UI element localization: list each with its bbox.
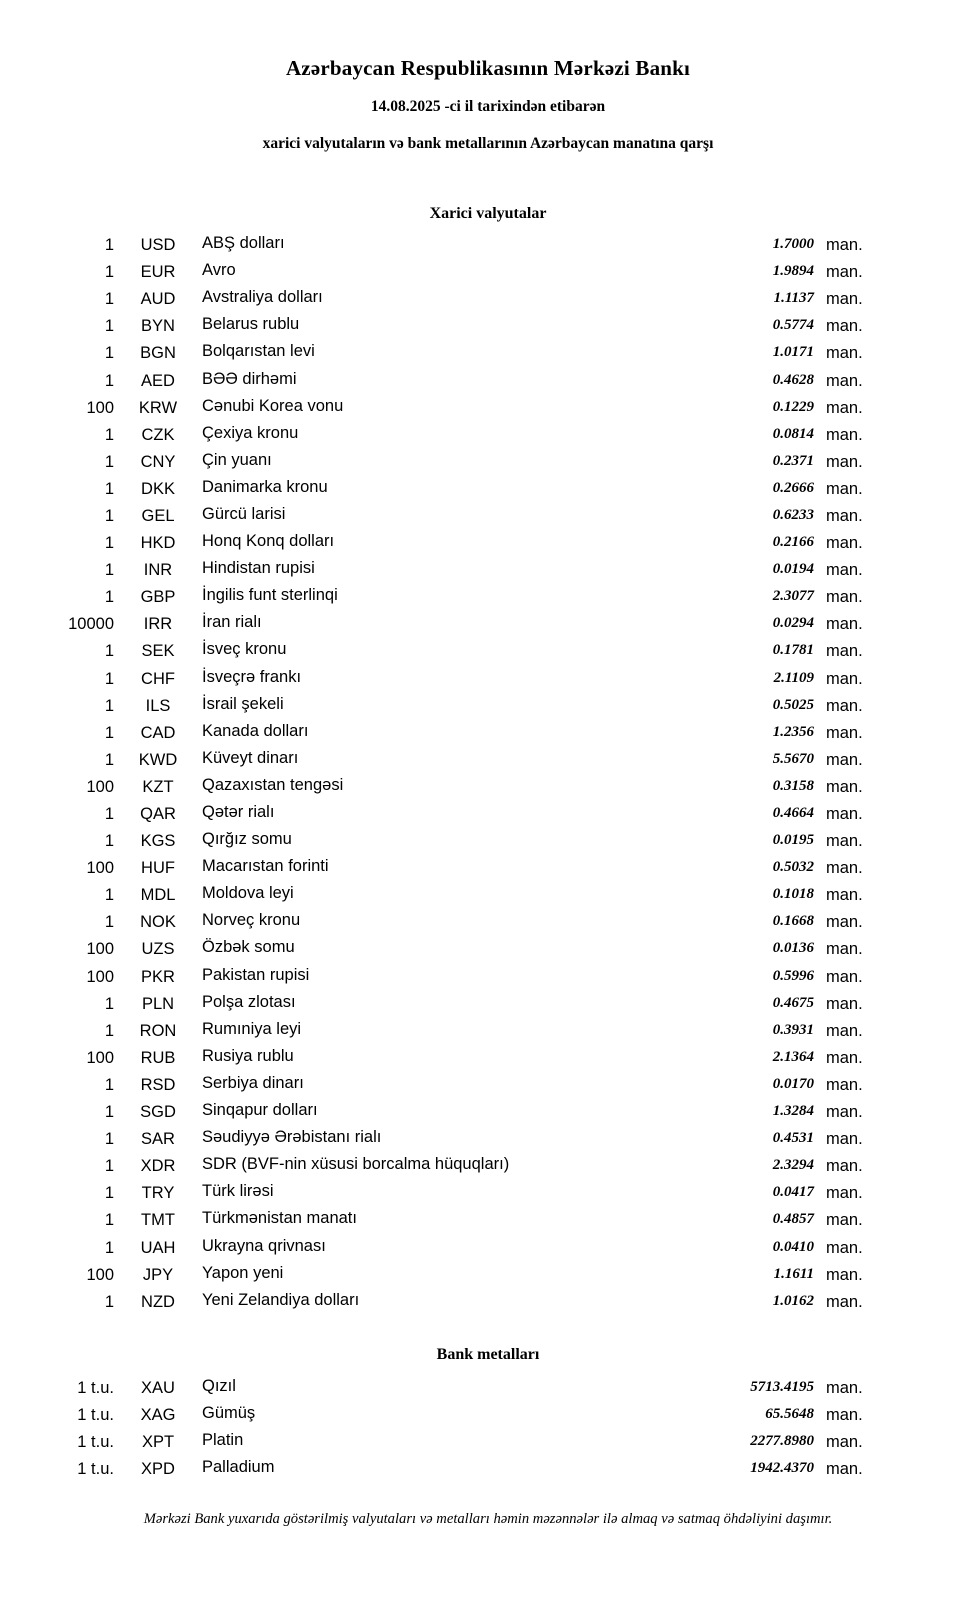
rate-row [52, 1018, 876, 1045]
currency-code: CAD [140, 723, 176, 742]
quantity-value: 1 [104, 452, 114, 471]
currency-name: Səudiyyə Ərəbistanı rialı [202, 1128, 382, 1147]
currency-code: CNY [140, 452, 176, 471]
rate-value: 0.4664 [772, 805, 814, 822]
currency-code: XAU [141, 1378, 175, 1397]
manat-unit-label: man. [826, 696, 863, 715]
rate-value: 0.0294 [772, 615, 814, 632]
currency-code: EUR [140, 263, 176, 282]
manat-unit-label: man. [826, 994, 863, 1013]
manat-unit-label: man. [826, 263, 863, 282]
currency-name: Danimarka kronu [202, 477, 328, 496]
quantity-value: 1 [104, 1103, 114, 1122]
currency-code: PKR [141, 967, 175, 986]
manat-unit-label: man. [826, 615, 863, 634]
manat-unit-label: man. [826, 506, 863, 525]
manat-unit-label: man. [826, 1238, 863, 1257]
metals-table [52, 1375, 876, 1483]
rate-value: 1.1611 [773, 1265, 814, 1282]
currency-code: KWD [138, 750, 178, 769]
rate-row [52, 936, 876, 963]
rate-value: 0.1018 [772, 886, 814, 903]
quantity-value: 1 [104, 832, 114, 851]
currency-code: RUB [140, 1048, 176, 1067]
rate-value: 0.1229 [772, 398, 814, 415]
manat-unit-label: man. [826, 967, 863, 986]
currency-name: Özbək somu [202, 938, 295, 957]
rate-row [52, 476, 876, 503]
quantity-value: 1 [104, 317, 114, 336]
manat-unit-label: man. [826, 1460, 863, 1479]
rate-row [52, 774, 876, 801]
currency-name: Macarıstan forinti [202, 857, 329, 876]
manat-unit-label: man. [826, 859, 863, 878]
rate-row [52, 340, 876, 367]
rate-value: 2.1109 [773, 669, 814, 686]
currency-code: CHF [141, 669, 175, 688]
manat-unit-label: man. [826, 1103, 863, 1122]
quantity-value: 1 t.u. [77, 1432, 114, 1451]
quantity-value: 100 [86, 1048, 114, 1067]
rate-value: 0.2166 [772, 534, 814, 551]
quantity-value: 100 [86, 967, 114, 986]
currency-name: Ukrayna qrivnası [202, 1236, 326, 1255]
rate-value: 1.2356 [772, 723, 814, 740]
currency-code: TRY [141, 1184, 175, 1203]
currency-name: Pakistan rupisi [202, 965, 310, 984]
rate-value: 1.0171 [772, 344, 814, 361]
currency-name: Avro [202, 261, 236, 280]
manat-unit-label: man. [826, 669, 863, 688]
rate-row [52, 313, 876, 340]
rate-row [52, 720, 876, 747]
currency-name: Gürcü larisi [202, 504, 286, 523]
currency-name: Bolqarıstan levi [202, 342, 315, 361]
rate-row [52, 1099, 876, 1126]
quantity-value: 1 [104, 994, 114, 1013]
manat-unit-label: man. [826, 317, 863, 336]
rate-row [52, 1262, 876, 1289]
manat-unit-label: man. [826, 805, 863, 824]
currency-code: SAR [141, 1130, 175, 1149]
rate-row [52, 666, 876, 693]
manat-unit-label: man. [826, 832, 863, 851]
rate-value: 0.0195 [772, 832, 814, 849]
manat-unit-label: man. [826, 344, 863, 363]
currency-code: ILS [145, 696, 171, 715]
manat-unit-label: man. [826, 777, 863, 796]
currency-name: Polşa zlotası [202, 992, 296, 1011]
currency-code: IRR [143, 615, 173, 634]
rate-value: 0.6233 [772, 506, 814, 523]
rate-row [52, 557, 876, 584]
currency-name: Türk lirəsi [202, 1182, 274, 1201]
quantity-value: 1 [104, 1075, 114, 1094]
rate-value: 0.3931 [772, 1021, 814, 1038]
currency-code: RSD [140, 1075, 176, 1094]
rate-value: 0.2371 [772, 452, 814, 469]
currency-code: USD [140, 236, 176, 255]
quantity-value: 1 [104, 1130, 114, 1149]
currency-code: HUF [141, 859, 175, 878]
manat-unit-label: man. [826, 1075, 863, 1094]
currency-code: CZK [141, 425, 175, 444]
rate-row [52, 422, 876, 449]
currency-code: NOK [140, 913, 176, 932]
rate-value: 1.7000 [772, 236, 814, 253]
quantity-value: 1 [104, 263, 114, 282]
rate-row [52, 1072, 876, 1099]
rate-value: 2.3294 [772, 1157, 814, 1174]
rate-value: 2.3077 [772, 588, 814, 605]
quantity-value: 1 t.u. [77, 1405, 114, 1424]
currency-name: İngilis funt sterlinqi [202, 586, 338, 605]
manat-unit-label: man. [826, 886, 863, 905]
currency-name: Honq Konq dolları [202, 532, 335, 551]
currency-code: GBP [140, 588, 176, 607]
rate-value: 0.0194 [772, 561, 814, 578]
rate-value: 0.0410 [772, 1238, 814, 1255]
quantity-value: 1 [104, 1211, 114, 1230]
currency-name: Cənubi Korea vonu [202, 396, 344, 415]
currency-name: Türkmənistan manatı [202, 1209, 357, 1228]
rate-row [52, 1126, 876, 1153]
rate-row [52, 611, 876, 638]
disclaimer-text: Mərkəzi Bank yuxarıda göstərilmiş valyutaları və metalları həmin məzənnələr ilə almaq və satmaq öhdəliyini daşımır. [143, 1511, 833, 1528]
quantity-value: 1 [104, 561, 114, 580]
rate-row [52, 1045, 876, 1072]
currency-name: İsveçrə frankı [202, 667, 302, 686]
currency-code: AUD [140, 290, 176, 309]
manat-unit-label: man. [826, 534, 863, 553]
rate-row [52, 530, 876, 557]
rate-value: 0.0417 [772, 1184, 814, 1201]
currency-code: HKD [140, 534, 176, 553]
currency-code: INR [143, 561, 173, 580]
rate-value: 0.5996 [772, 967, 814, 984]
rate-row [52, 1456, 876, 1483]
currency-name: Serbiya dinarı [202, 1073, 304, 1092]
currency-name: ABŞ dolları [202, 234, 285, 253]
manat-unit-label: man. [826, 371, 863, 390]
currency-code: KGS [140, 832, 176, 851]
currency-code: SEK [141, 642, 175, 661]
currency-name: Qazaxıstan tengəsi [202, 775, 344, 794]
rate-row [52, 964, 876, 991]
rate-value: 0.1668 [772, 913, 814, 930]
currency-name: İsveç kronu [202, 640, 287, 659]
quantity-value: 1 [104, 344, 114, 363]
rate-row [52, 1402, 876, 1429]
manat-unit-label: man. [826, 1048, 863, 1067]
quantity-value: 1 [104, 913, 114, 932]
currency-code: PLN [141, 994, 175, 1013]
rate-value: 1.0162 [772, 1292, 814, 1309]
rate-row [52, 693, 876, 720]
currency-code: MDL [140, 886, 176, 905]
currency-name: Platin [202, 1430, 244, 1449]
rate-row [52, 828, 876, 855]
quantity-value: 1 [104, 723, 114, 742]
page-title: Azərbaycan Respublikasının Mərkəzi Bankı [285, 56, 691, 80]
manat-unit-label: man. [826, 1265, 863, 1284]
rate-row [52, 1234, 876, 1261]
quantity-value: 100 [86, 1265, 114, 1284]
rate-row [52, 395, 876, 422]
rate-value: 1942.4370 [750, 1460, 814, 1477]
currency-name: Avstraliya dolları [202, 288, 323, 307]
currency-name: Sinqapur dolları [202, 1101, 318, 1120]
currency-name: Belarus rublu [202, 315, 300, 334]
currency-name: Moldova leyi [202, 884, 294, 903]
currency-code: SGD [140, 1103, 176, 1122]
rate-row [52, 449, 876, 476]
quantity-value: 1 [104, 1021, 114, 1040]
rate-row [52, 1153, 876, 1180]
rate-value: 1.9894 [772, 263, 814, 280]
quantity-value: 1 [104, 534, 114, 553]
currency-code: XDR [140, 1157, 176, 1176]
quantity-value: 1 [104, 1157, 114, 1176]
quantity-value: 1 [104, 750, 114, 769]
currency-code: DKK [141, 479, 175, 498]
quantity-value: 1 [104, 479, 114, 498]
rate-row [52, 503, 876, 530]
currency-code: KZT [142, 777, 174, 796]
currency-name: Qırğız somu [202, 830, 292, 849]
quantity-value: 1 [104, 506, 114, 525]
currency-name: Qətər rialı [202, 803, 275, 822]
rate-row [52, 1180, 876, 1207]
manat-unit-label: man. [826, 1292, 863, 1311]
rate-value: 0.4857 [772, 1211, 814, 1228]
rate-row [52, 638, 876, 665]
rate-row [52, 747, 876, 774]
manat-unit-label: man. [826, 452, 863, 471]
currency-code: TMT [141, 1211, 175, 1230]
rate-value: 2277.8980 [750, 1432, 814, 1449]
quantity-value: 1 [104, 1238, 114, 1257]
quantity-value: 10000 [68, 615, 114, 634]
manat-unit-label: man. [826, 913, 863, 932]
rate-value: 0.3158 [772, 777, 814, 794]
manat-unit-label: man. [826, 940, 863, 959]
currency-code: XPD [141, 1460, 175, 1479]
rate-value: 0.0170 [772, 1075, 814, 1092]
rate-value: 0.4628 [772, 371, 814, 388]
quantity-value: 1 t.u. [77, 1460, 114, 1479]
currency-code: XAG [140, 1405, 176, 1424]
currency-code: XPT [141, 1432, 175, 1451]
manat-unit-label: man. [826, 1378, 863, 1397]
currency-name: Çin yuanı [202, 450, 272, 469]
currency-name: Qızıl [202, 1376, 236, 1395]
manat-unit-label: man. [826, 1157, 863, 1176]
manat-unit-label: man. [826, 1432, 863, 1451]
manat-unit-label: man. [826, 723, 863, 742]
rate-value: 0.5774 [772, 317, 814, 334]
rate-row [52, 1375, 876, 1402]
currency-name: Rusiya rublu [202, 1046, 294, 1065]
manat-unit-label: man. [826, 1021, 863, 1040]
manat-unit-label: man. [826, 1184, 863, 1203]
rate-row [52, 882, 876, 909]
currency-name: Rumıniya leyi [202, 1019, 302, 1038]
currency-name: Gümüş [202, 1403, 256, 1422]
currency-table [52, 232, 876, 1316]
quantity-value: 100 [86, 398, 114, 417]
rate-value: 1.3284 [772, 1103, 814, 1120]
rate-value: 0.0814 [772, 425, 814, 442]
currency-name: İsrail şekeli [202, 694, 284, 713]
effective-date-line: 14.08.2025 -ci il tarixindən etibarən [370, 98, 606, 115]
manat-unit-label: man. [826, 561, 863, 580]
quantity-value: 100 [86, 777, 114, 796]
currency-name: Kanada dolları [202, 721, 309, 740]
manat-unit-label: man. [826, 290, 863, 309]
rate-row [52, 367, 876, 394]
currency-name: Palladium [202, 1458, 275, 1477]
currency-name: Yeni Zelandiya dolları [202, 1290, 360, 1309]
quantity-value: 1 [104, 669, 114, 688]
quantity-value: 1 [104, 236, 114, 255]
rate-row [52, 1289, 876, 1316]
quantity-value: 1 [104, 805, 114, 824]
rate-row [52, 584, 876, 611]
currency-code: GEL [141, 506, 175, 525]
rate-row [52, 1207, 876, 1234]
currency-code: QAR [140, 805, 176, 824]
rate-row [52, 855, 876, 882]
currency-name: Norveç kronu [202, 911, 301, 930]
manat-unit-label: man. [826, 642, 863, 661]
manat-unit-label: man. [826, 588, 863, 607]
rate-value: 5.5670 [772, 750, 814, 767]
currency-name: Çexiya kronu [202, 423, 299, 442]
quantity-value: 1 [104, 371, 114, 390]
currency-code: JPY [142, 1265, 174, 1284]
rate-value: 65.5648 [765, 1405, 814, 1422]
currency-name: Küveyt dinarı [202, 748, 299, 767]
manat-unit-label: man. [826, 1130, 863, 1149]
manat-unit-label: man. [826, 398, 863, 417]
rate-row [52, 909, 876, 936]
rate-value: 0.0136 [772, 940, 814, 957]
manat-unit-label: man. [826, 479, 863, 498]
currency-code: UAH [140, 1238, 176, 1257]
rate-row [52, 801, 876, 828]
rate-value: 0.5025 [772, 696, 814, 713]
currency-name: Hindistan rupisi [202, 559, 315, 578]
currency-name: İran rialı [202, 613, 262, 632]
rate-value: 0.1781 [772, 642, 814, 659]
quantity-value: 1 t.u. [77, 1378, 114, 1397]
manat-unit-label: man. [826, 236, 863, 255]
quantity-value: 1 [104, 1184, 114, 1203]
manat-unit-label: man. [826, 425, 863, 444]
currency-name: SDR (BVF-nin xüsusi borcalma hüquqları) [202, 1155, 510, 1174]
metals-section-title: Bank metalları [436, 1345, 540, 1363]
rate-row [52, 259, 876, 286]
currency-code: RON [139, 1021, 177, 1040]
manat-unit-label: man. [826, 1211, 863, 1230]
rate-value: 2.1364 [772, 1048, 814, 1065]
quantity-value: 1 [104, 290, 114, 309]
rate-value: 1.1137 [773, 290, 814, 307]
currency-code: KRW [138, 398, 178, 417]
quantity-value: 1 [104, 425, 114, 444]
manat-unit-label: man. [826, 1405, 863, 1424]
rate-row [52, 232, 876, 259]
currency-code: NZD [141, 1292, 175, 1311]
rate-value: 0.5032 [772, 859, 814, 876]
currency-code: BGN [140, 344, 176, 363]
currency-code: BYN [141, 317, 175, 336]
rate-value: 0.4531 [772, 1130, 814, 1147]
rate-row [52, 286, 876, 313]
quantity-value: 1 [104, 1292, 114, 1311]
currency-name: Yapon yeni [202, 1263, 284, 1282]
rate-row [52, 1429, 876, 1456]
quantity-value: 1 [104, 696, 114, 715]
currency-code: AED [141, 371, 175, 390]
quantity-value: 1 [104, 886, 114, 905]
rate-value: 0.2666 [772, 479, 814, 496]
manat-unit-label: man. [826, 750, 863, 769]
quantity-value: 1 [104, 642, 114, 661]
currency-code: UZS [141, 940, 175, 959]
quantity-value: 100 [86, 859, 114, 878]
quantity-value: 100 [86, 940, 114, 959]
rate-value: 0.4675 [772, 994, 814, 1011]
rate-row [52, 991, 876, 1018]
currencies-section-title: Xarici valyutalar [429, 205, 547, 222]
quantity-value: 1 [104, 588, 114, 607]
currency-name: BƏƏ dirhəmi [202, 369, 297, 388]
subtitle-line: xarici valyutaların və bank metallarının Azərbaycan manatına qarşı [262, 135, 714, 152]
rate-value: 5713.4195 [750, 1378, 814, 1395]
